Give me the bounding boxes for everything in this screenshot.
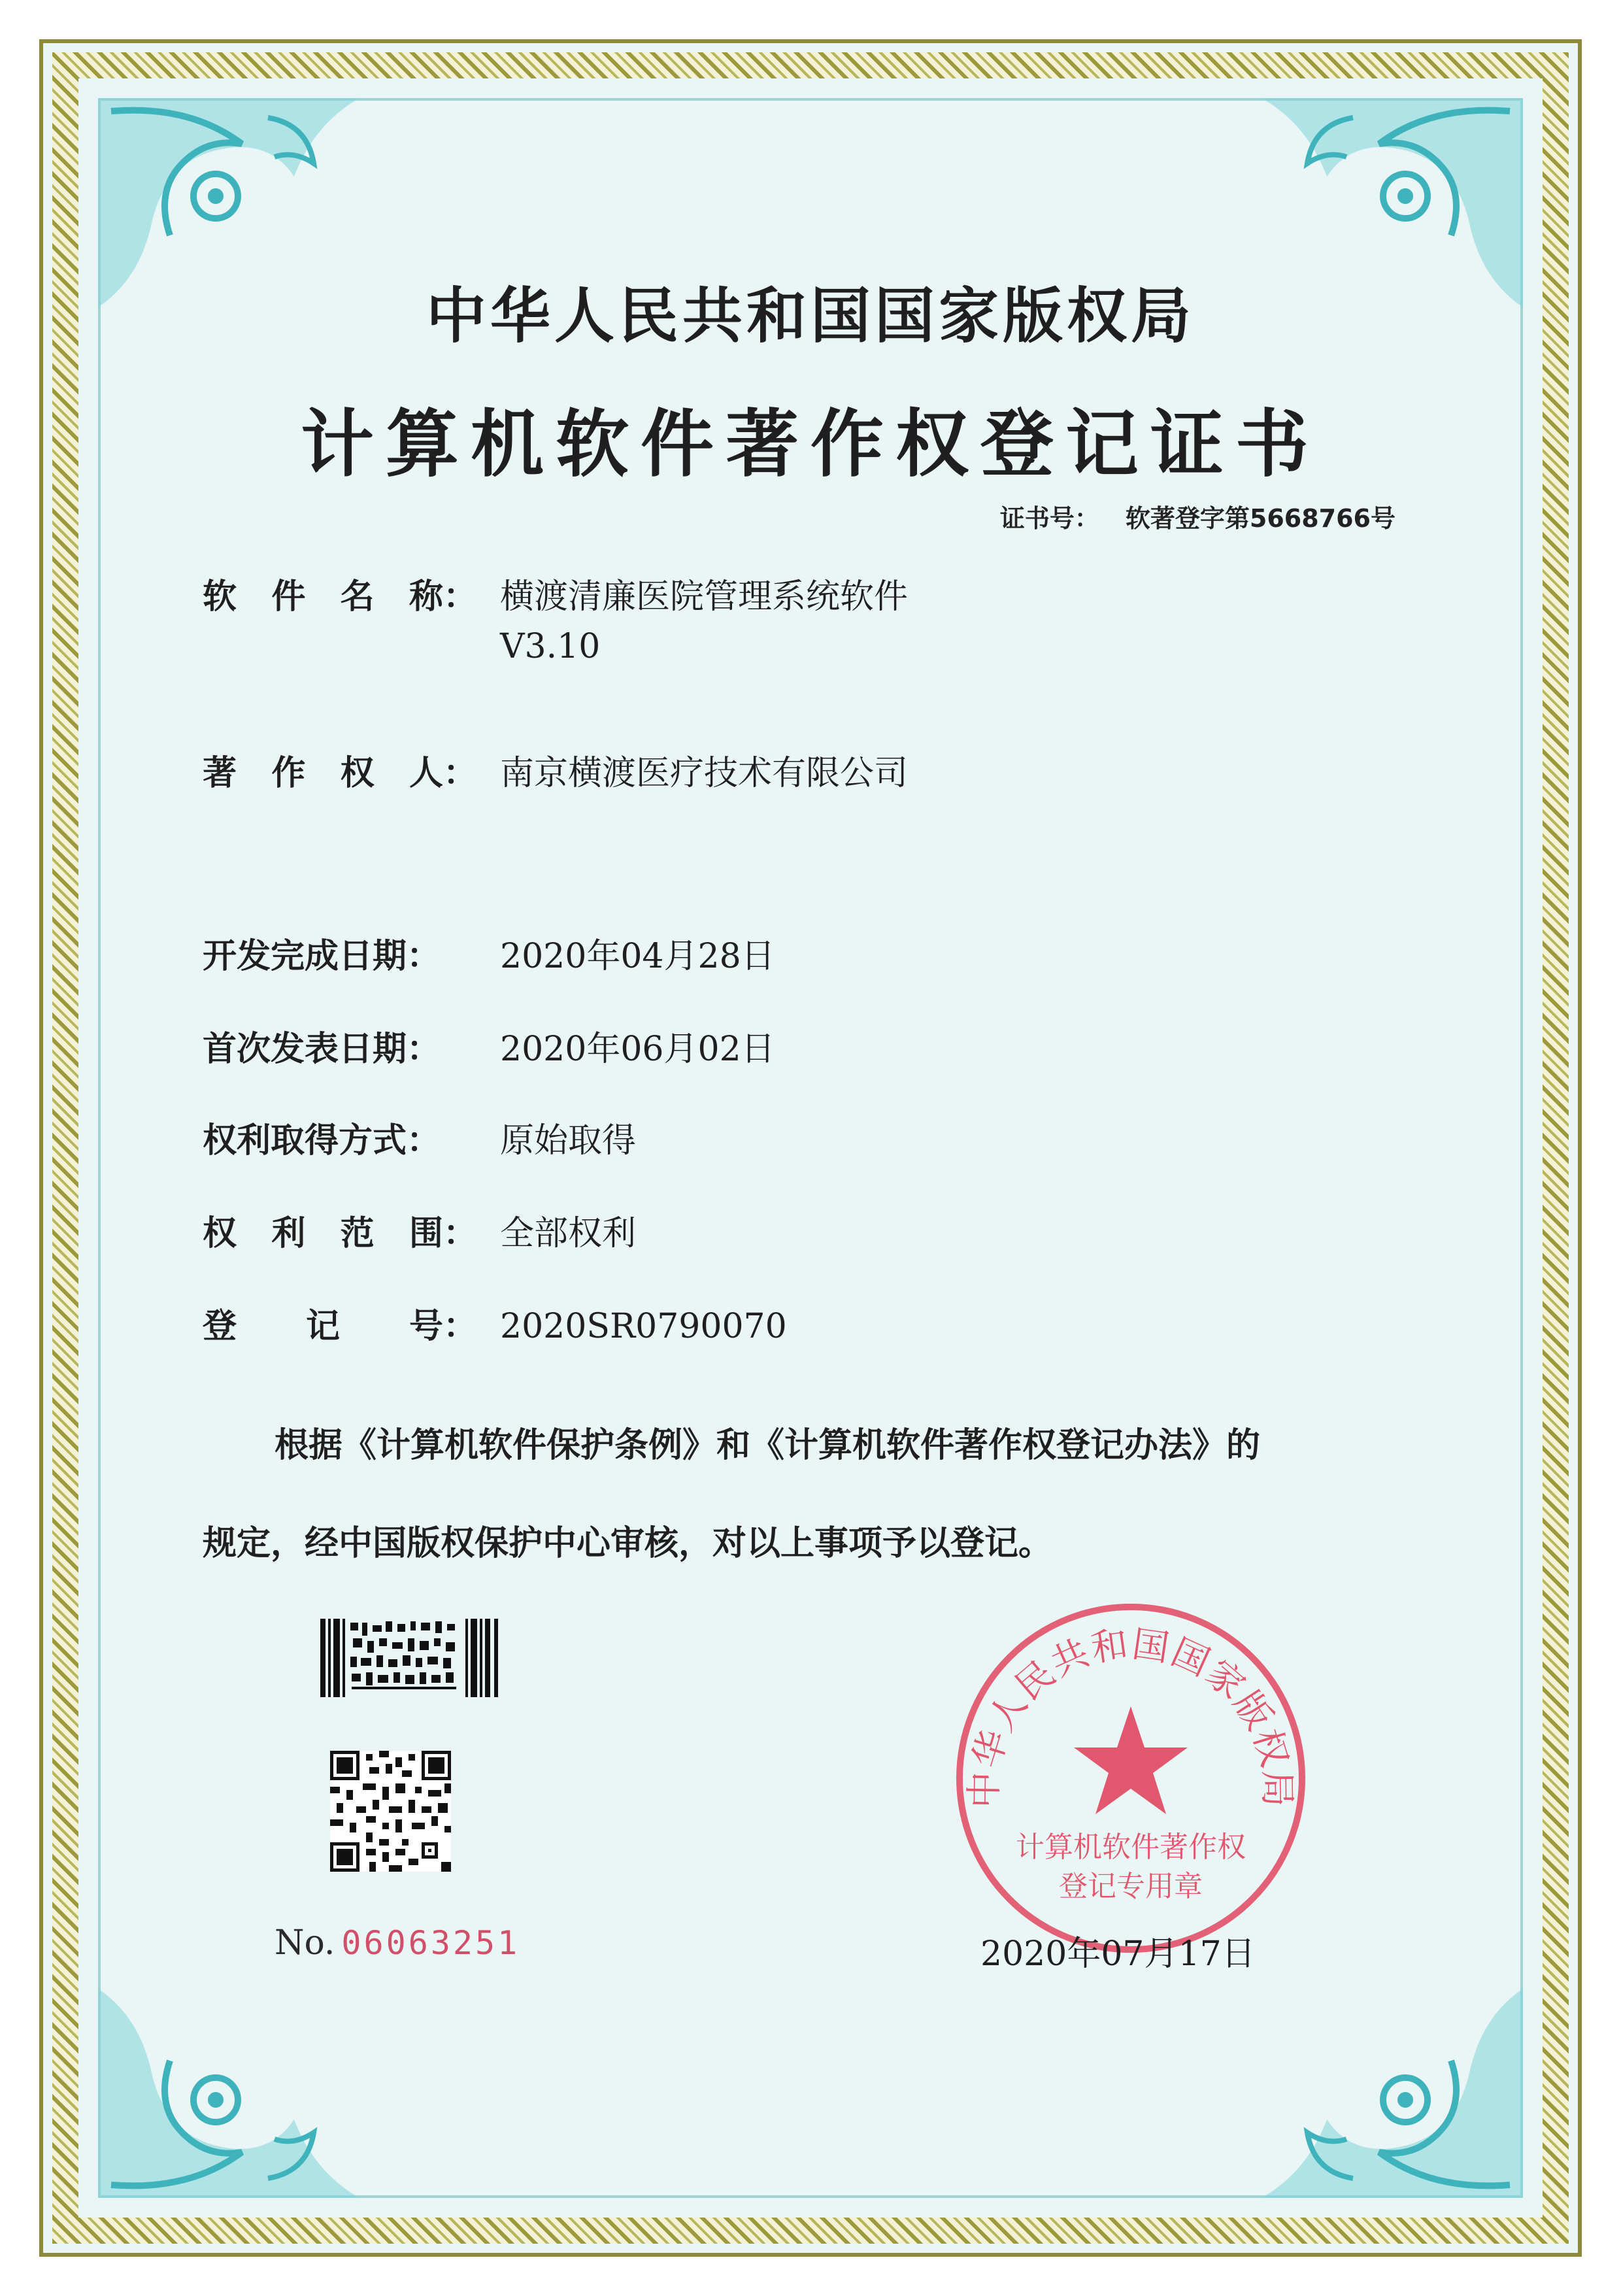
issue-date: 2020年07月17日 (980, 1934, 1256, 1974)
label-char: 称： (409, 577, 477, 616)
seal-center-line-1: 计算机软件著作权 (1016, 1831, 1246, 1864)
statement-line-2: 规定，经中国版权保护中心审核，对以上事项予以登记。 (203, 1524, 1053, 1563)
label-char: 范 (340, 1214, 375, 1253)
label-char: 围： (409, 1214, 477, 1253)
statement-line-1: 根据《计算机软件保护条例》和《计算机软件著作权登记办法》的 (275, 1426, 1261, 1465)
qr-code-icon (330, 1751, 451, 1872)
seal-center-line-2: 登记专用章 (1059, 1870, 1203, 1903)
label-char: 权 (203, 1214, 237, 1253)
seal-star-icon (1074, 1706, 1188, 1814)
label-char: 登 (203, 1307, 237, 1346)
software-name-value: 横渡清廉医院管理系统软件 (500, 577, 909, 616)
acquire-label: 权利取得方式： (203, 1121, 441, 1160)
official-seal (948, 1595, 1314, 1961)
corner-ornament-bottom-left (98, 1989, 359, 2198)
certificate-title: 计算机软件著作权登记证书 (301, 402, 1320, 487)
software-version-value: V3.10 (500, 627, 601, 666)
label-char: 名 (340, 577, 375, 616)
label-char: 著 (203, 754, 237, 793)
acquire-value: 原始取得 (500, 1121, 637, 1160)
scope-label (203, 1211, 477, 1257)
owner-value: 南京横渡医疗技术有限公司 (500, 754, 909, 793)
serial-number (275, 1923, 520, 1963)
label-char: 记 (305, 1307, 340, 1346)
barcode-icon (320, 1619, 503, 1697)
scroll-ornament-icon (1262, 1989, 1523, 2198)
software-name-label (203, 574, 477, 620)
issuing-authority: 中华人民共和国国家版权局 (426, 281, 1195, 351)
certificate-number (1000, 498, 1395, 534)
pub-date-value: 2020年06月02日 (500, 1030, 775, 1069)
certificate-number-label: 证书号： (999, 504, 1099, 533)
label-char: 利 (271, 1214, 306, 1253)
label-char: 人： (409, 754, 477, 793)
label-char: 权 (340, 754, 375, 793)
dev-date-value: 2020年04月28日 (500, 937, 775, 976)
corner-ornament-bottom-right (1262, 1989, 1523, 2198)
pub-date-label: 首次发表日期： (203, 1030, 441, 1069)
label-char: 软 (203, 577, 237, 616)
reg-no-label (203, 1304, 477, 1349)
label-char: 作 (271, 754, 306, 793)
scope-value: 全部权利 (500, 1214, 637, 1253)
dev-date-label: 开发完成日期： (203, 937, 441, 976)
label-char: 件 (271, 577, 306, 616)
serial-number-value: 06063251 (341, 1924, 520, 1962)
seal-ring-text: 中华人民共和国国家版权局 (963, 1623, 1299, 1809)
certificate-number-value: 软著登字第5668766号 (1125, 504, 1395, 533)
reg-no-value: 2020SR0790070 (500, 1307, 787, 1346)
serial-prefix: No. (275, 1923, 335, 1963)
label-char: 号： (409, 1307, 477, 1346)
owner-label (203, 751, 477, 796)
scroll-ornament-icon (98, 1989, 359, 2198)
